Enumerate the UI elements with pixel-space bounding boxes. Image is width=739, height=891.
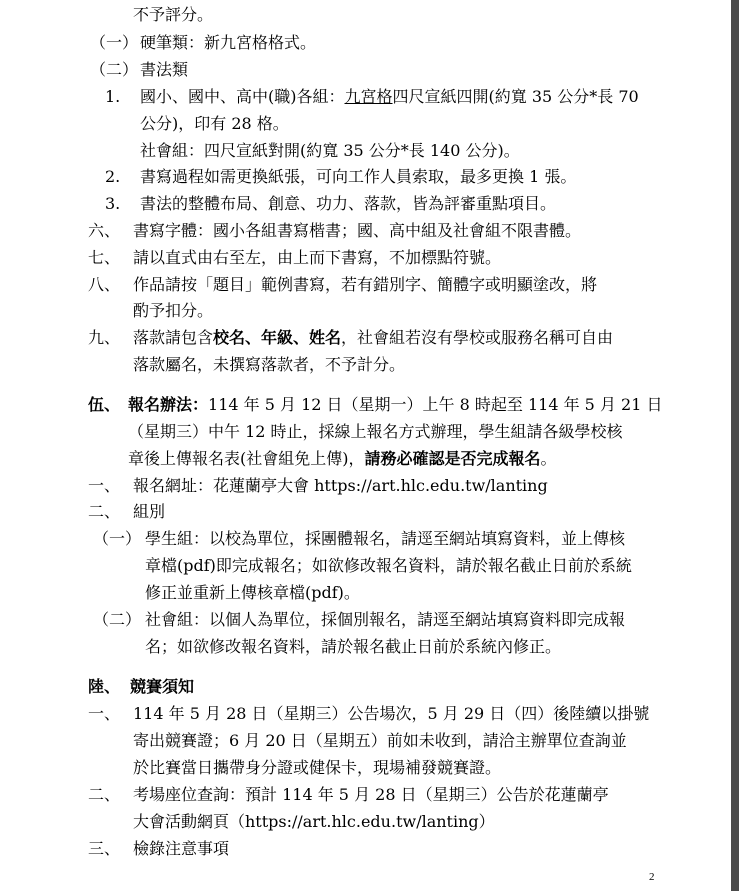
registration-confirm-line: [128, 449, 557, 469]
section-marker: 陸、: [88, 677, 121, 696]
student-group-rule-cont: 章檔(pdf)即完成報名；如欲修改報名資料，請於報名截止日前於系統: [145, 556, 632, 575]
seat-lookup: 考場座位查詢：預計 114 年 5 月 28 日（星期三）公告於花蓮蘭亭: [133, 785, 609, 804]
item-marker: 一、: [88, 704, 121, 723]
signature-rule: [133, 328, 613, 348]
paper-spec-b: 四尺宣紙四開(約寬 35 公分*長 70: [392, 87, 639, 106]
announcement-schedule: 114 年 5 月 28 日（星期三）公告場次，5 月 29 日（四）後陸續以掛號: [133, 704, 650, 723]
period: 。: [540, 449, 557, 468]
item-marker: 3.: [105, 194, 121, 213]
paper-spec-line: [140, 87, 639, 107]
item-marker: 二、: [88, 785, 121, 804]
confirm-registration-warning: 請務必確認是否完成報名: [364, 449, 541, 468]
continuation-line: 不予評分。: [133, 5, 214, 24]
item-marker: 2.: [105, 167, 121, 186]
announcement-schedule-cont: 於比賽當日攜帶身分證或健保卡，現場補發競賽證。: [133, 758, 502, 777]
page-number: 2: [649, 871, 655, 883]
paper-replace-rule: 書寫過程如需更換紙張，可向工作人員索取，最多更換 1 張。: [140, 167, 577, 186]
society-paper-spec: 社會組：四尺宣紙對開(約寬 35 公分*長 140 公分)。: [140, 141, 520, 160]
paper-spec-a: 國小、國中、高中(職)各組：: [140, 87, 345, 106]
check-in-notes-heading: 檢錄注意事項: [133, 839, 230, 858]
hardpen-category: 硬筆類：新九宮格格式。: [140, 33, 317, 52]
item-marker: （二）: [90, 60, 139, 79]
student-group-rule-cont: 修正並重新上傳核章檔(pdf)。: [145, 583, 360, 602]
seat-lookup-url: 大會活動網頁（https://art.hlc.edu.tw/lanting）: [133, 812, 495, 831]
item-marker: 八、: [88, 275, 121, 294]
item-marker: 三、: [88, 839, 121, 858]
item-marker: 七、: [88, 248, 121, 267]
student-group-rule: 學生組：以校為單位，採團體報名，請逕至網站填寫資料，並上傳核: [145, 529, 626, 548]
signature-rule-cont: 落款屬名，未撰寫落款者，不予計分。: [133, 355, 406, 374]
font-style-rule: 書寫字體：國小各組書寫楷書；國、高中組及社會組不限書體。: [133, 221, 582, 240]
calligraphy-category: 書法類: [140, 60, 189, 79]
registration-period: [128, 395, 662, 415]
item-marker: （一）: [93, 529, 142, 548]
paper-spec-cont: 公分)，印有 28 格。: [140, 114, 289, 133]
announcement-schedule-cont: 寄出競賽證；6 月 20 日（星期五）前如未收到，請洽主辦單位查詢並: [133, 731, 627, 750]
upload-note: 章後上傳報名表(社會組免上傳)，: [128, 449, 365, 468]
item-marker: 九、: [88, 328, 121, 347]
judging-points: 書法的整體布局、創意、功力、落款，皆為評審重點項目。: [140, 194, 557, 213]
deduction-rule-cont: 酌予扣分。: [133, 301, 214, 320]
registration-url: 報名網址：花蓮蘭亭大會 https://art.hlc.edu.tw/lanting: [133, 476, 548, 495]
item-marker: 1.: [105, 87, 121, 106]
window-edge: [731, 0, 739, 891]
society-group-rule: 社會組：以個人為單位，採個別報名，請逕至網站填寫資料即完成報: [145, 610, 626, 629]
registration-dates: 114 年 5 月 12 日（星期一）上午 8 時起至 114 年 5 月 21 日: [208, 395, 663, 414]
nine-grid-underlined: 九宮格: [344, 87, 393, 106]
society-group-rule-cont: 名；如欲修改報名資料，請於報名截止日前於系統內修正。: [145, 637, 562, 656]
groups-heading: 組別: [133, 502, 166, 521]
section-marker: 伍、: [88, 395, 121, 414]
registration-heading: 報名辦法：: [128, 395, 209, 414]
signature-required-fields: 校名、年級、姓名: [213, 328, 342, 347]
signature-rule-c: ，社會組若沒有學校或服務名稱可自由: [341, 328, 614, 347]
deduction-rule: 作品請按「題目」範例書寫，若有錯別字、簡體字或明顯塗改，將: [133, 275, 598, 294]
registration-period-cont: （星期三）中午 12 時止，採線上報名方式辦理，學生組請各級學校核: [128, 422, 623, 441]
item-marker: 二、: [88, 502, 121, 521]
item-marker: 六、: [88, 221, 121, 240]
item-marker: （一）: [90, 33, 139, 52]
writing-direction-rule: 請以直式由右至左，由上而下書寫，不加標點符號。: [133, 248, 502, 267]
item-marker: 一、: [88, 476, 121, 495]
item-marker: （二）: [93, 610, 142, 629]
competition-notes-heading: 競賽須知: [130, 677, 195, 696]
signature-rule-a: 落款請包含: [133, 328, 214, 347]
